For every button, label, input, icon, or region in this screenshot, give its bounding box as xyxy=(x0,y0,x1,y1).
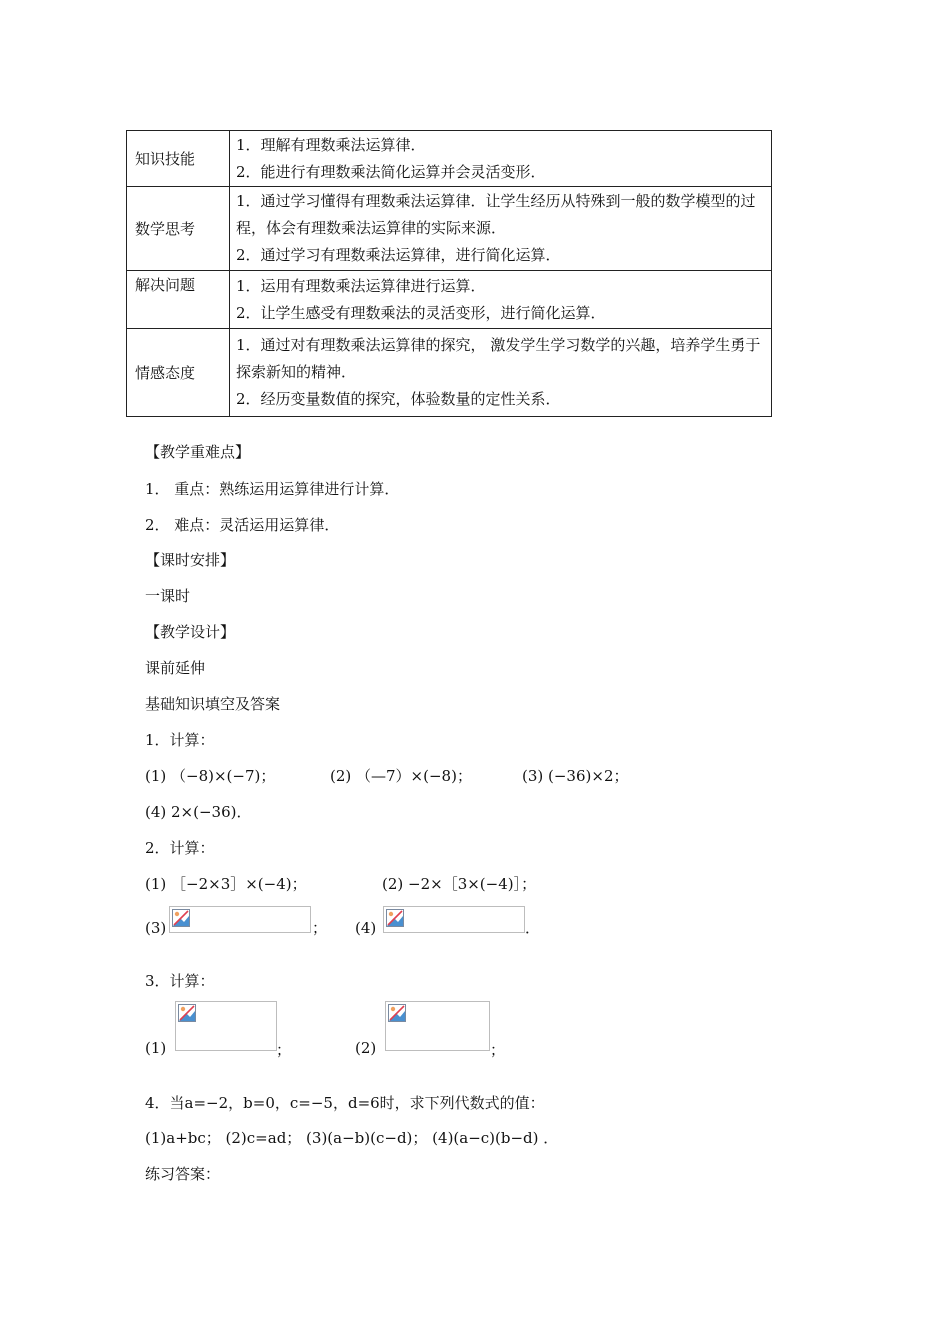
teaching-goals-table xyxy=(126,130,772,417)
formula-image xyxy=(169,906,311,933)
q1-part-4: (4) 2×(−36)． xyxy=(145,803,252,821)
table-row xyxy=(127,187,772,271)
items-cell xyxy=(230,271,772,329)
broken-image-icon xyxy=(172,909,190,927)
q2-part-3-tail: ； xyxy=(312,919,328,937)
q2-part-4-tail: ． xyxy=(525,919,541,937)
broken-image-icon xyxy=(388,1004,406,1022)
list-item: 1．通过对有理数乘法运算律的探究， 激发学生学习数学的兴趣，培养学生勇于探索新知的精神． xyxy=(236,336,761,381)
schedule-text: 一课时 xyxy=(145,587,191,605)
question-4-parts: (1)a+bc； (2)c=ad； (3)(a−b)(c−d)； (4)(a−c)(b−d) ． xyxy=(145,1129,559,1147)
items-cell xyxy=(230,187,772,271)
items-cell xyxy=(230,131,772,187)
pre-class-label: 课前延伸 xyxy=(145,659,206,677)
list-item: 1．通过学习懂得有理数乘法运算律．让学生经历从特殊到一般的数学模型的过程，体会有理数乘法运算律的实际来源． xyxy=(236,192,756,237)
question-2-title: 2．计算： xyxy=(145,839,215,857)
key-point: 1． 重点：熟练运用运算律进行计算． xyxy=(145,480,400,498)
table-row xyxy=(127,329,772,417)
section-heading-design: 【教学设计】 xyxy=(145,623,236,641)
category-cell: 知识技能 xyxy=(127,131,230,187)
basic-fill-label: 基础知识填空及答案 xyxy=(145,695,281,713)
formula-image xyxy=(385,1001,490,1051)
q3-part-2-label: (2) xyxy=(355,1039,377,1057)
category-cell: 情感态度 xyxy=(127,329,230,417)
list-item: 2．经历变量数值的探究，体验数量的定性关系． xyxy=(236,390,561,408)
question-1-title: 1．计算： xyxy=(145,731,215,749)
hard-point: 2． 难点：灵活运用运算律． xyxy=(145,516,340,534)
q2-part-1: (1) ［−2×3］×(−4)； xyxy=(145,875,307,893)
answers-label: 练习答案： xyxy=(145,1165,221,1183)
q2-part-2: (2) −2×［3×(−4)］； xyxy=(382,875,537,893)
q2-part-4-label: (4) xyxy=(355,919,377,937)
section-heading-schedule: 【课时安排】 xyxy=(145,551,236,569)
question-3-title: 3．计算： xyxy=(145,972,215,990)
q1-part-3: (3) (−36)×2； xyxy=(522,767,629,785)
list-item: 1．运用有理数乘法运算律进行运算． xyxy=(236,276,486,295)
list-item: 2．让学生感受有理数乘法的灵活变形，进行简化运算． xyxy=(236,303,606,322)
broken-image-icon xyxy=(178,1004,196,1022)
section-heading-difficulty: 【教学重难点】 xyxy=(145,443,251,461)
q1-part-1: (1) （−8)×(−7)； xyxy=(145,767,276,785)
table-row xyxy=(127,131,772,187)
items-cell xyxy=(230,329,772,417)
table-row xyxy=(127,271,772,329)
broken-image-icon xyxy=(386,909,404,927)
q2-part-3-label: (3) xyxy=(145,919,167,937)
q3-part-1-tail: ； xyxy=(276,1041,292,1059)
list-item: 2．通过学习有理数乘法运算律，进行简化运算． xyxy=(236,246,561,264)
question-4-title: 4．当a=−2，b=0，c=−5，d=6时，求下列代数式的值： xyxy=(145,1094,545,1112)
formula-image xyxy=(383,906,525,933)
formula-image xyxy=(175,1001,277,1051)
category-cell: 解决问题 xyxy=(127,271,230,329)
q1-part-2: (2) （—7）×(−8)； xyxy=(330,767,472,785)
q3-part-1-label: (1) xyxy=(145,1039,167,1057)
list-item: 2．能进行有理数乘法简化运算并会灵活变形． xyxy=(236,162,546,181)
category-cell: 数学思考 xyxy=(127,187,230,271)
q3-part-2-tail: ； xyxy=(490,1041,506,1059)
list-item: 1．理解有理数乘法运算律． xyxy=(236,135,426,154)
